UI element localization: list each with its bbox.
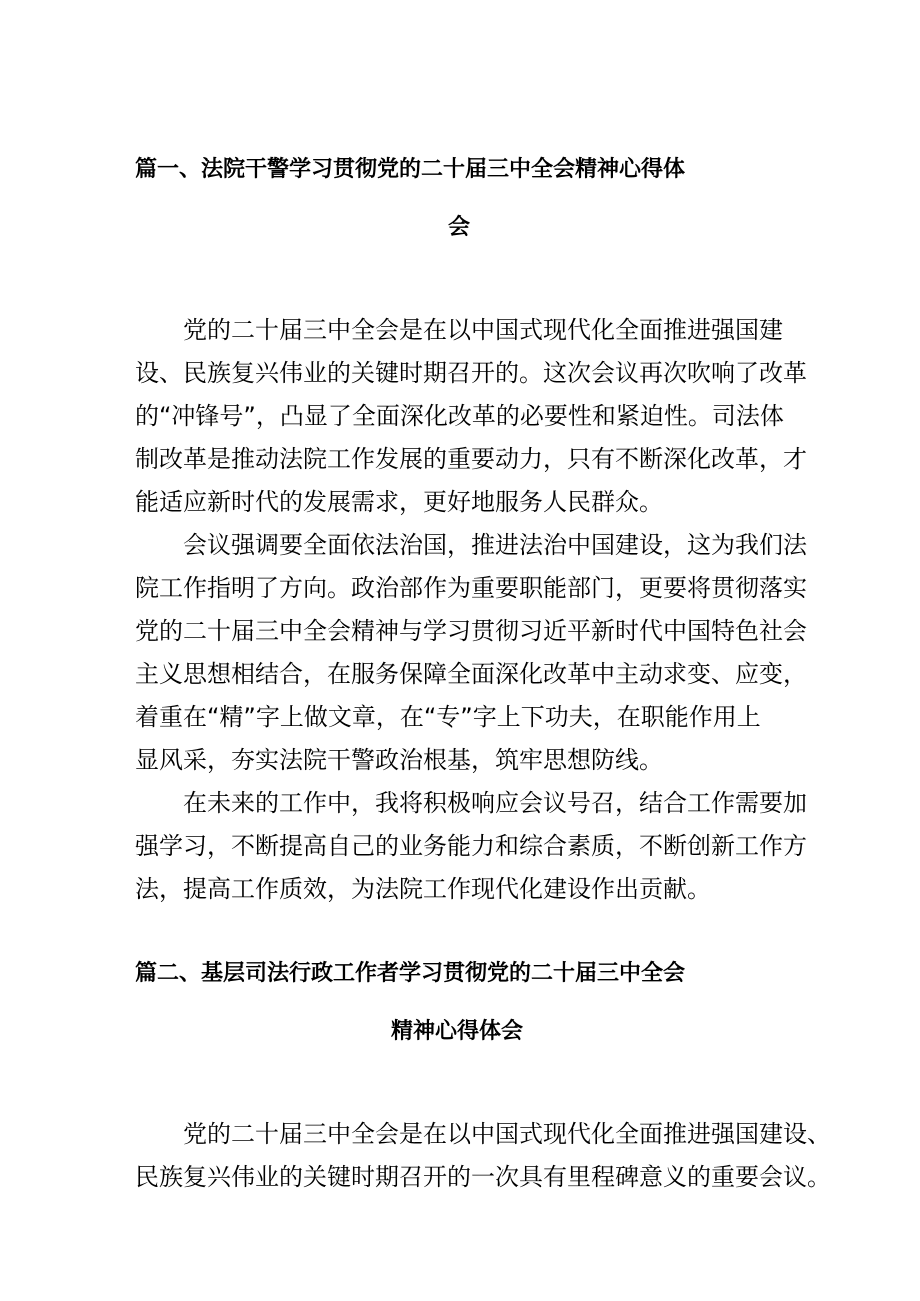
section-1-body-line-12: 在未来的工作中，我将积极响应会议号召，结合工作需要加 — [183, 789, 807, 817]
section-1-body-line-3: 的“冲锋号”，凸显了全面深化改革的必要性和紧迫性。司法体 — [135, 402, 784, 430]
section-1-heading-line-2: 会 — [448, 215, 471, 240]
section-1-body-line-2: 设、民族复兴伟业的关键时期召开的。这次会议再次吹响了改革 — [135, 359, 807, 387]
section-1-body-line-1: 党的二十届三中全会是在以中国式现代化全面推进强国建 — [183, 316, 783, 344]
section-1-body-line-7: 院工作指明了方向。政治部作为重要职能部门，更要将贯彻落实 — [135, 574, 807, 602]
section-1-body-line-9: 主义思想相结合，在服务保障全面深化改革中主动求变、应变， — [135, 660, 807, 688]
section-2-body-line-1: 党的二十届三中全会是在以中国式现代化全面推进强国建设、 — [183, 1120, 831, 1148]
section-2-heading-line-2: 精神心得体会 — [391, 1019, 524, 1044]
section-1-body-line-5: 能适应新时代的发展需求，更好地服务人民群众。 — [135, 488, 663, 516]
section-1-body-line-8: 党的二十届三中全会精神与学习贯彻习近平新时代中国特色社会 — [135, 617, 807, 645]
section-2-heading-line-1: 篇二、基层司法行政工作者学习贯彻党的二十届三中全会 — [135, 961, 686, 986]
section-2-body-line-2: 民族复兴伟业的关键时期召开的一次具有里程碑意义的重要会议。 — [135, 1163, 831, 1191]
section-1-body-line-4: 制改革是推动法院工作发展的重要动力，只有不断深化改革，才 — [135, 445, 807, 473]
section-1-body-line-14: 法，提高工作质效，为法院工作现代化建设作出贡献。 — [135, 875, 711, 903]
section-1-heading-line-1: 篇一、法院干警学习贯彻党的二十届三中全会精神心得体 — [135, 157, 686, 182]
section-1-body-line-13: 强学习，不断提高自己的业务能力和综合素质，不断创新工作方 — [135, 832, 807, 860]
section-1-body-line-11: 显风采，夯实法院干警政治根基，筑牢思想防线。 — [135, 746, 663, 774]
section-1-body-line-6: 会议强调要全面依法治国，推进法治中国建设，这为我们法 — [183, 531, 807, 559]
section-1-body-line-10: 着重在“精”字上做文章，在“专”字上下功夫，在职能作用上 — [135, 703, 761, 731]
